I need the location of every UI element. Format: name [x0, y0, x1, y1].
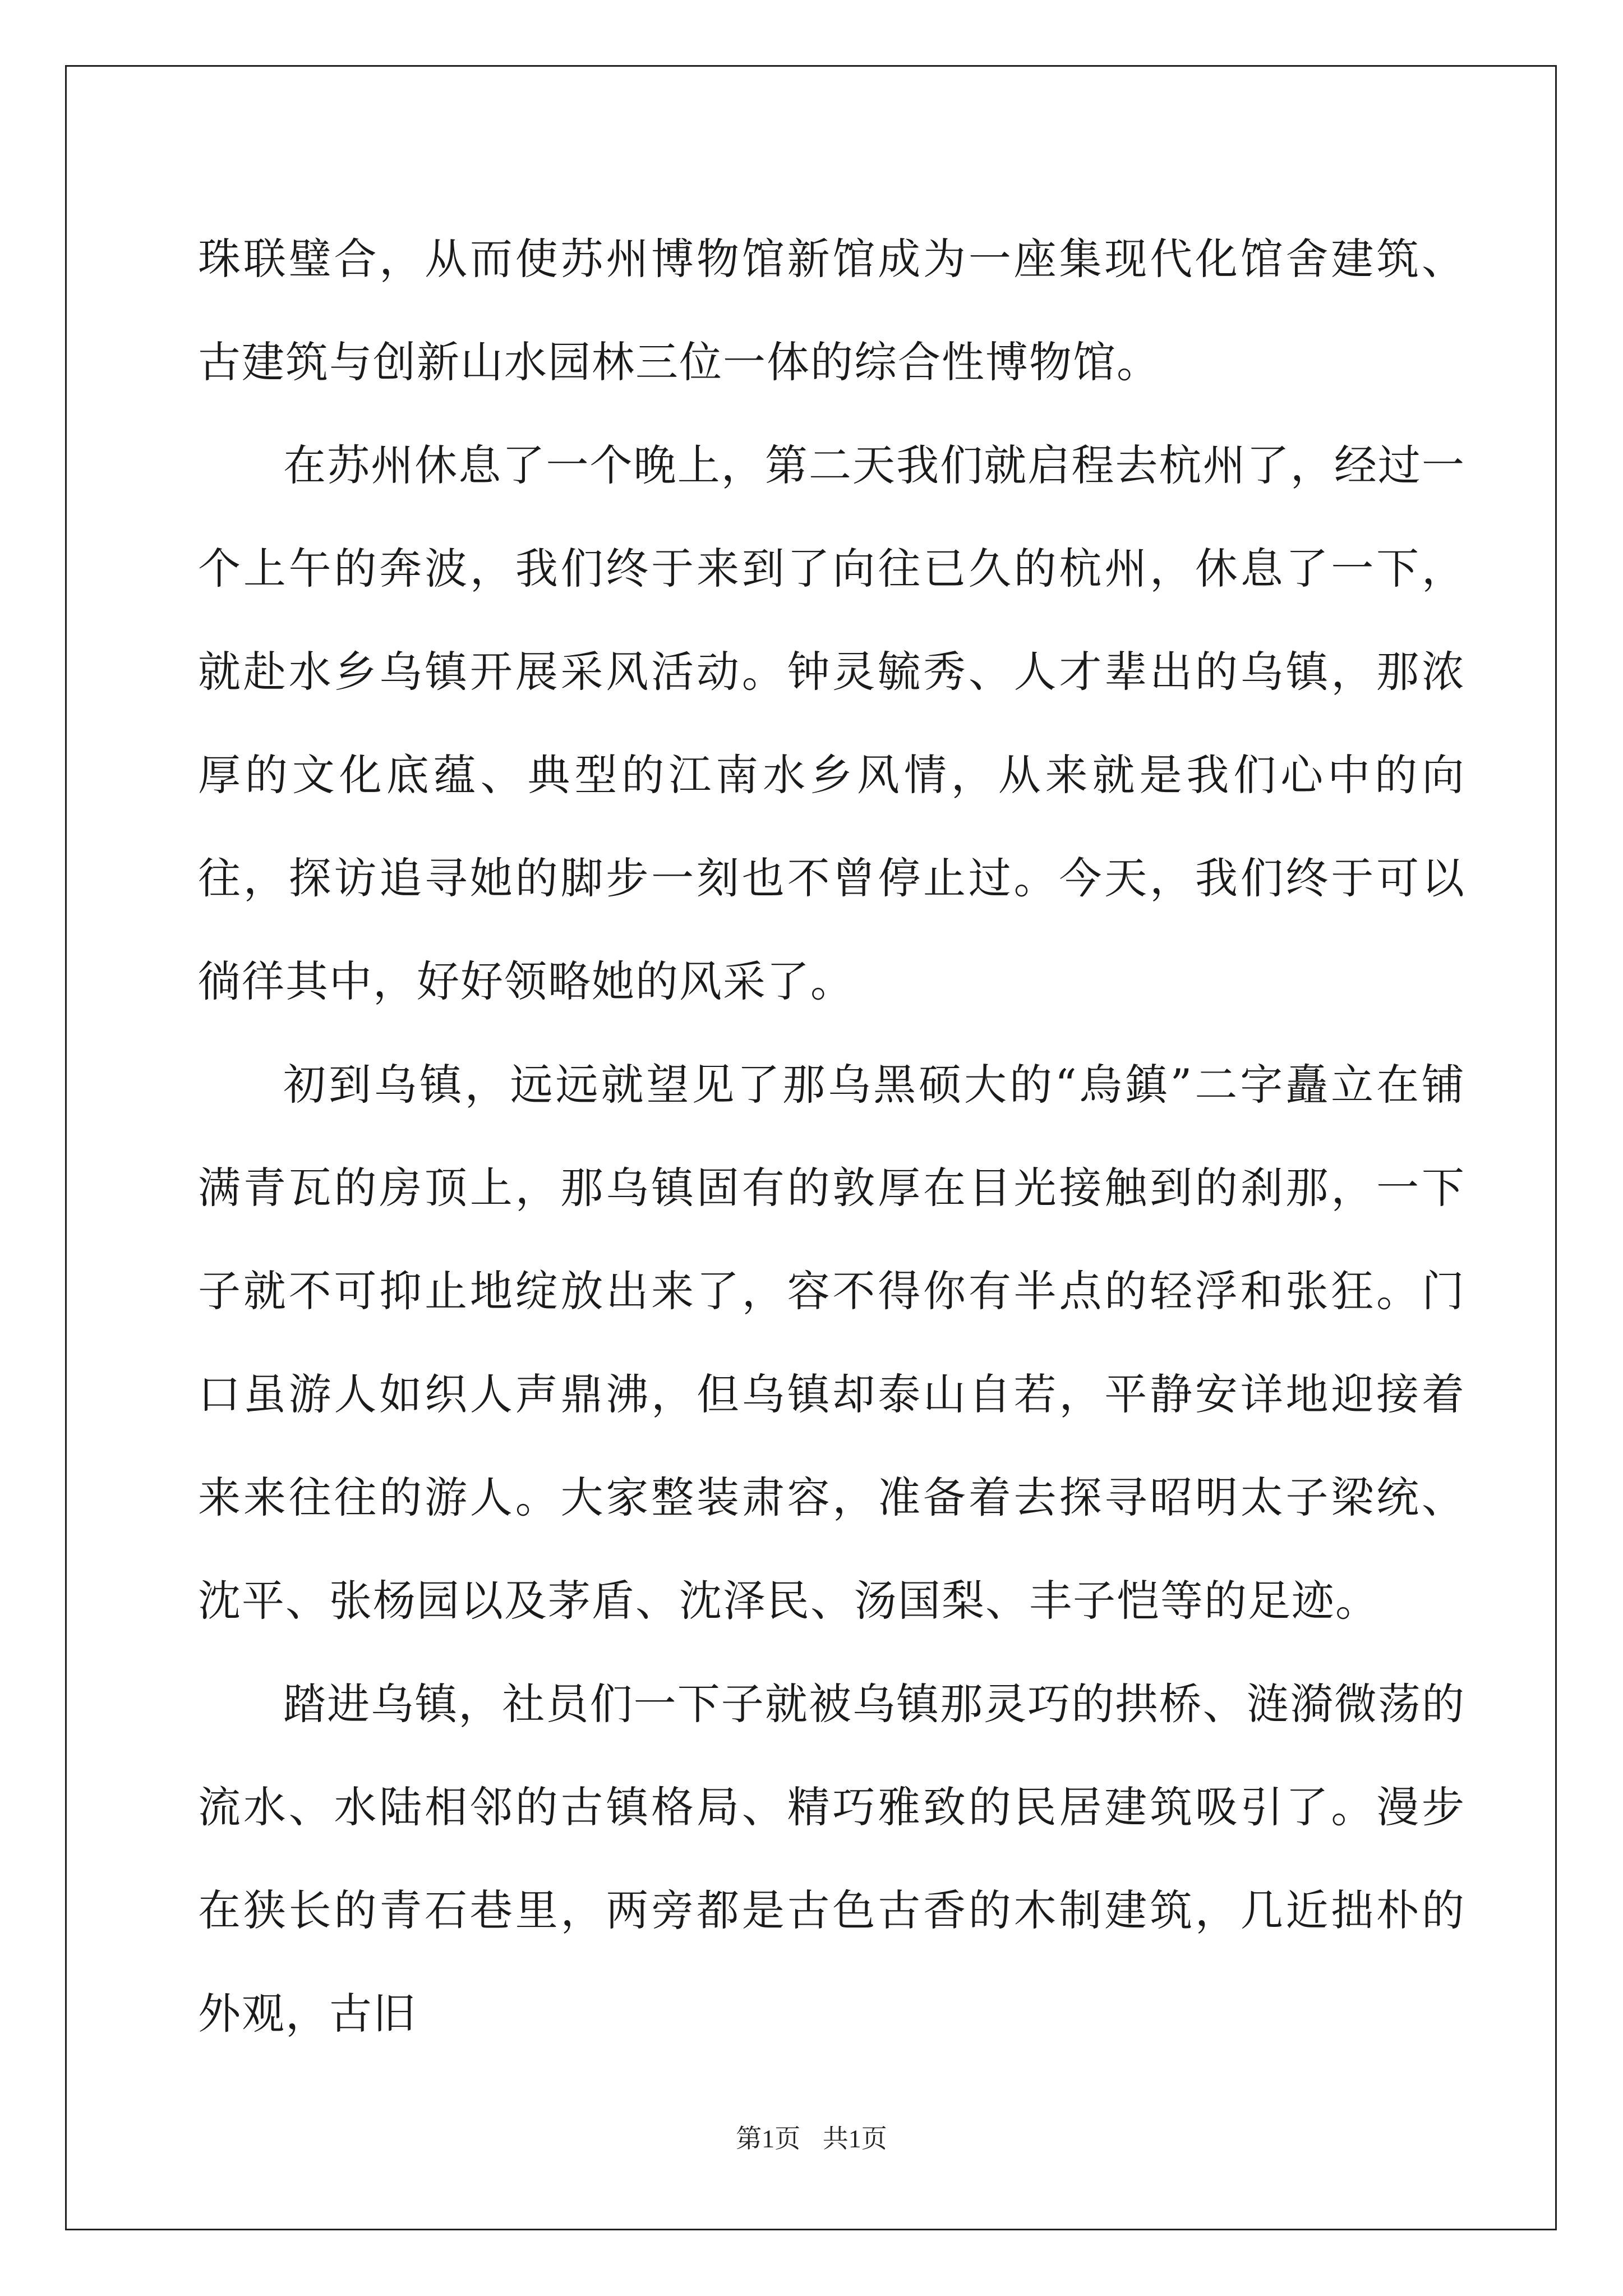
- paragraph-3: 初到乌镇，远远就望见了那乌黑硕大的“烏鎮”二字矗立在铺满青瓦的房顶上，那乌镇固有的敦厚在目光接触到的刹那，一下子就不可抑止地绽放出来了，容不得你有半点的轻浮和张狂。门口虽游人如织人声鼎沸，但乌镇却泰山自若，平静安详地迎接着来来往往的游人。大家整装肃容，准备着去探寻昭明太子梁统、沈平、张杨园以及茅盾、沈泽民、汤国梨、丰子恺等的足迹。: [198, 1060, 1465, 1626]
- paragraph-2: 在苏州休息了一个晚上，第二天我们就启程去杭州了，经过一个上午的奔波，我们终于来到了向往已久的杭州，休息了一下，就赴水乡乌镇开展采风活动。钟灵毓秀、人才辈出的乌镇，那浓厚的文化底蕴、典型的江南水乡风情，从来就是我们心中的向往，探访追寻她的脚步一刻也不曾停止过。今天，我们终于可以徜徉其中，好好领略她的风采了。: [198, 440, 1465, 1006]
- page-footer: [0, 2118, 1623, 2155]
- page-total: 共1页: [822, 2124, 887, 2153]
- paragraph-4: 踏进乌镇，社员们一下子就被乌镇那灵巧的拱桥、涟漪微荡的流水、水陆相邻的古镇格局、精巧雅致的民居建筑吸引了。漫步在狭长的青石巷里，两旁都是古色古香的木制建筑，几近拙朴的外观，古旧: [198, 1679, 1465, 2039]
- page-number: 第1页: [736, 2124, 801, 2153]
- paragraph-1: 珠联璧合，从而使苏州博物馆新馆成为一座集现代化馆舍建筑、古建筑与创新山水园林三位一体的综合性博物馆。: [198, 234, 1465, 387]
- document-body: [198, 208, 1465, 2065]
